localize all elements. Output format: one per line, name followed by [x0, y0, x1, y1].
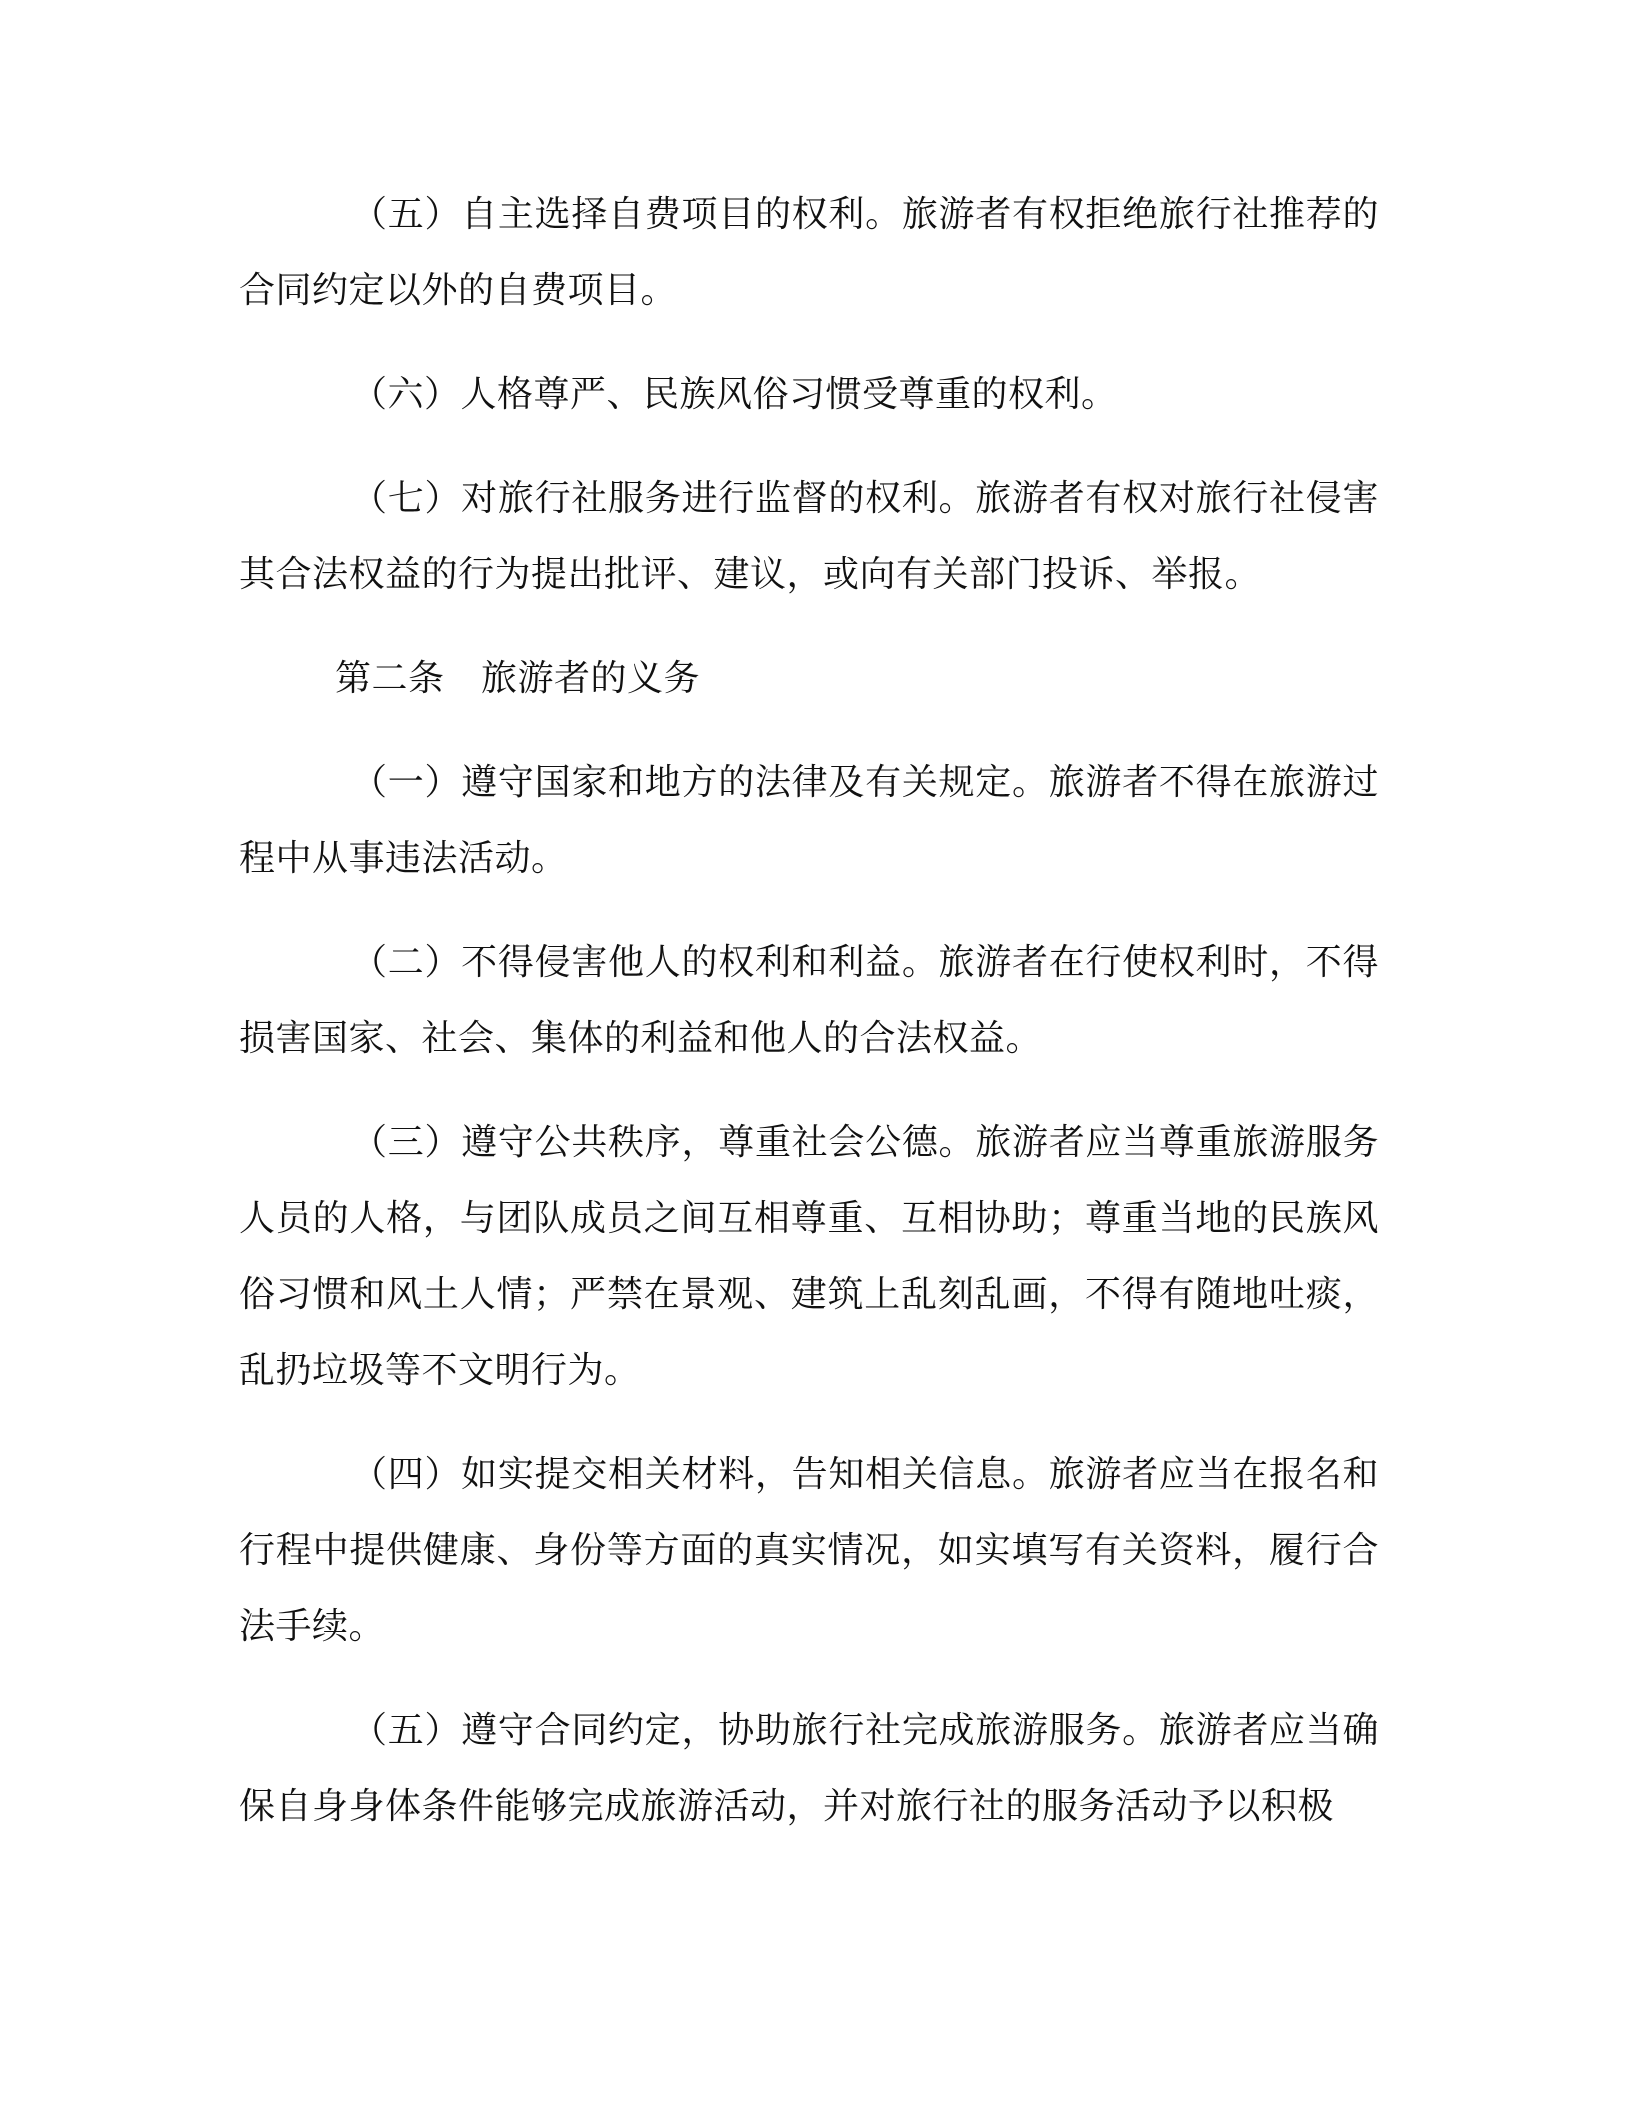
- article-heading-obligations: 第二条 旅游者的义务: [335, 658, 701, 699]
- paragraph-public-order: （三）遵守公共秩序，尊重社会公德。旅游者应当尊重旅游服务人员的人格，与团队成员之间互相尊重、互相协助；尊重当地的民族风俗习惯和风土人情；严禁在景观、建筑上乱刻乱画，不得有随地吐痰，乱扔垃圾等不文明行为。: [239, 1122, 1379, 1391]
- paragraph-free-choice-right: （五）自主选择自费项目的权利。旅游者有权拒绝旅行社推荐的合同约定以外的自费项目。: [239, 194, 1379, 311]
- paragraph-dignity-right: （六）人格尊严、民族风俗习惯受尊重的权利。: [351, 374, 1118, 415]
- paragraph-truthful-info: （四）如实提交相关材料，告知相关信息。旅游者应当在报名和行程中提供健康、身份等方面的真实情况，如实填写有关资料，履行合法手续。: [239, 1454, 1379, 1647]
- paragraph-no-infringement: （二）不得侵害他人的权利和利益。旅游者在行使权利时，不得损害国家、社会、集体的利益和他人的合法权益。: [239, 942, 1379, 1059]
- document-body: [239, 177, 1379, 1845]
- paragraph-contract-compliance: （五）遵守合同约定，协助旅行社完成旅游服务。旅游者应当确保自身身体条件能够完成旅游活动，并对旅行社的服务活动予以积极: [239, 1710, 1379, 1827]
- paragraph-obey-law: （一）遵守国家和地方的法律及有关规定。旅游者不得在旅游过程中从事违法活动。: [239, 762, 1379, 879]
- paragraph-supervision-right: （七）对旅行社服务进行监督的权利。旅游者有权对旅行社侵害其合法权益的行为提出批评、建议，或向有关部门投诉、举报。: [239, 478, 1379, 595]
